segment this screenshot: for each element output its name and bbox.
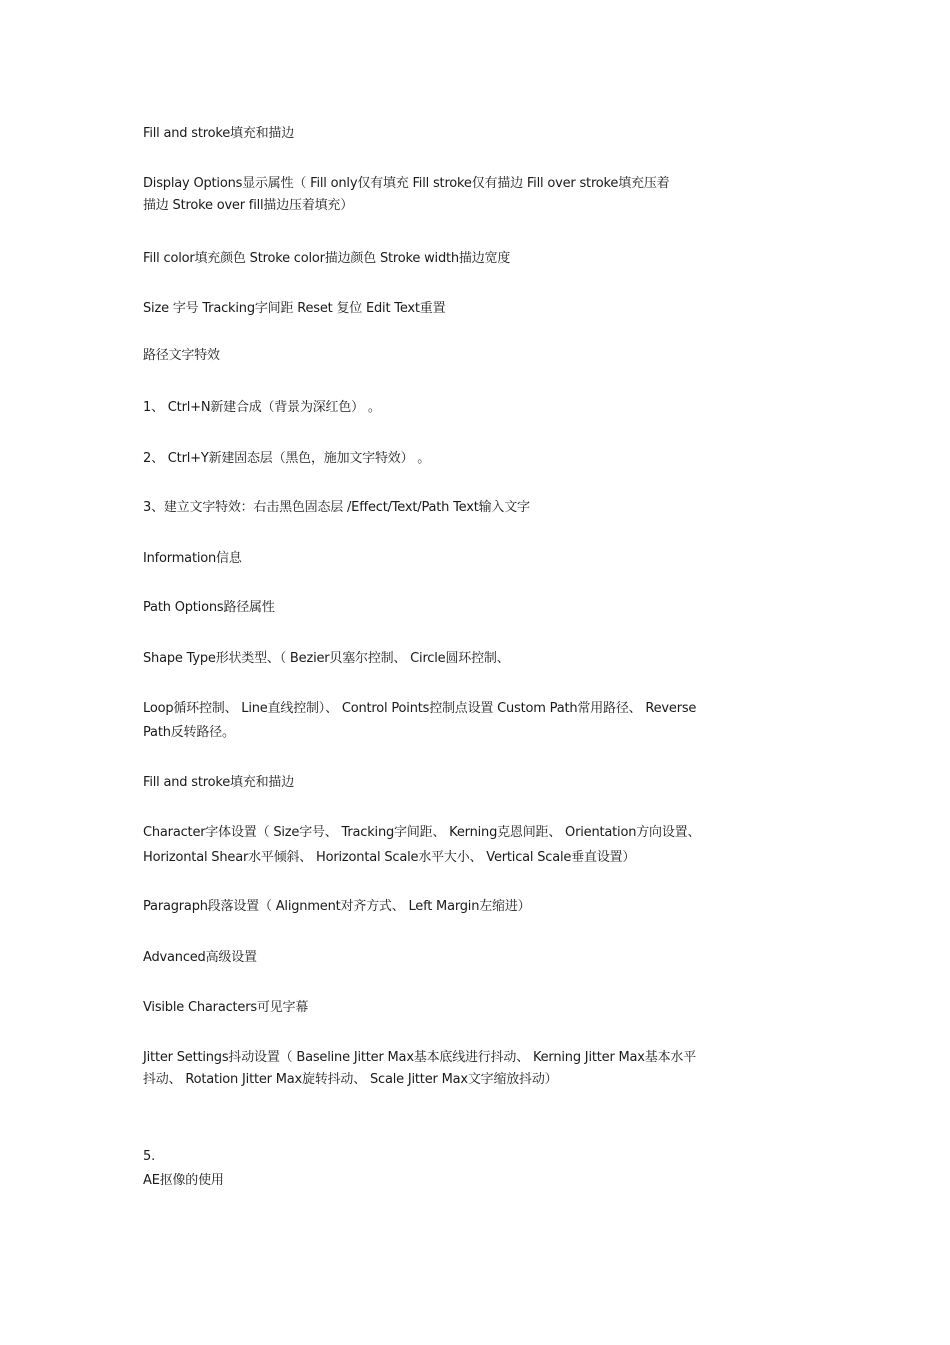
text-line-path-options: Path Options路径属性 <box>143 600 275 615</box>
text-line-advanced: Advanced高级设置 <box>143 950 257 965</box>
text-line-shape-type: Shape Type形状类型、（ Bezier贝塞尔控制、 Circle圆环控制、 <box>143 651 510 666</box>
text-line-character-cont: Horizontal Shear水平倾斜、 Horizontal Scale水平大小、 Vertical Scale垂直设置） <box>143 850 636 865</box>
step-1: 1、 Ctrl+N新建合成（背景为深红色） 。 <box>143 400 381 415</box>
text-line-jitter-settings: Jitter Settings抖动设置（ Baseline Jitter Max基本底线进行抖动、 Kerning Jitter Max基本水平 <box>143 1050 696 1065</box>
section-heading-ae-keying: AE抠像的使用 <box>143 1173 224 1188</box>
text-line-loop-line: Loop循环控制、 Line直线控制）、 Control Points控制点设置 Custom Path常用路径、 Reverse <box>143 701 697 716</box>
text-line-paragraph: Paragraph段落设置（ Alignment对齐方式、 Left Margin左缩进） <box>143 899 531 914</box>
text-line-size-tracking: Size 字号 Tracking字间距 Reset 复位 Edit Text重置 <box>143 301 446 316</box>
text-line-reverse-path: Path反转路径。 <box>143 725 235 740</box>
text-line-fill-and-stroke-2: Fill and stroke填充和描边 <box>143 775 295 790</box>
text-line-information: Information信息 <box>143 551 242 566</box>
text-line-fill-color: Fill color填充颜色 Stroke color描边颜色 Stroke width描边宽度 <box>143 251 511 266</box>
text-line-jitter-settings-cont: 抖动、 Rotation Jitter Max旋转抖动、 Scale Jitter Max文字缩放抖动） <box>143 1072 558 1087</box>
section-number-5: 5. <box>143 1149 156 1164</box>
text-line-display-options: Display Options显示属性（ Fill only仅有填充 Fill stroke仅有描边 Fill over stroke填充压着 <box>143 176 670 191</box>
step-2: 2、 Ctrl+Y新建固态层（黑色，施加文字特效） 。 <box>143 451 431 466</box>
text-line-character: Character字体设置（ Size字号、 Tracking字间距、 Kerning克恩间距、 Orientation方向设置、 <box>143 825 701 840</box>
text-line-display-options-cont: 描边 Stroke over fill描边压着填充） <box>143 198 354 213</box>
text-line-visible-characters: Visible Characters可见字幕 <box>143 1000 309 1015</box>
text-line-fill-and-stroke: Fill and stroke填充和描边 <box>143 126 295 141</box>
step-3: 3、建立文字特效：右击黑色固态层 /Effect/Text/Path Text输入文字 <box>143 500 530 515</box>
section-heading-path-text: 路径文字特效 <box>143 348 220 363</box>
